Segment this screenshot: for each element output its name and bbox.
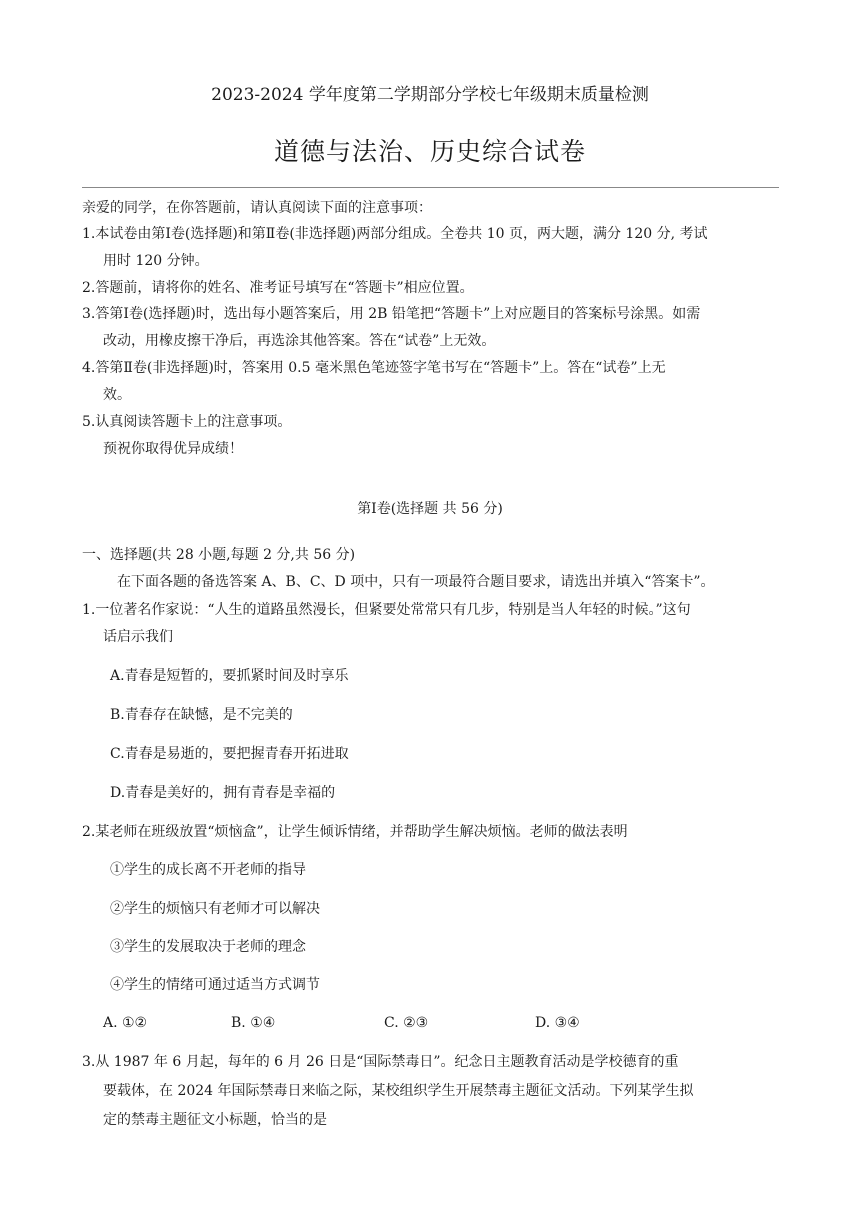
- q2-statement-2: ②学生的烦恼只有老师才可以解决: [110, 901, 320, 917]
- q2-option-a: A. ①②: [103, 1015, 148, 1031]
- exam-subtitle: 2023-2024 学年度第二学期部分学校七年级期末质量检测: [211, 85, 649, 105]
- notice-item-3: 3.答第Ⅰ卷(选择题)时，选出每小题答案后，用 2B 铅笔把“答题卡”上对应题目的答案标号涂黑。如需: [82, 306, 701, 322]
- q1-stem-cont: 话启示我们: [103, 629, 173, 645]
- part1-instruction: 在下面各题的备选答案 A、B、C、D 项中，只有一项最符合题目要求，请选出并填入“答案卡”。: [117, 574, 715, 590]
- q2-statement-1: ①学生的成长离不开老师的指导: [110, 862, 306, 878]
- part1-heading: 一、选择题(共 28 小题,每题 2 分,共 56 分): [82, 547, 356, 563]
- q1-option-d: D.青春是美好的，拥有青春是幸福的: [110, 785, 336, 801]
- notice-item-1: 1.本试卷由第Ⅰ卷(选择题)和第Ⅱ卷(非选择题)两部分组成。全卷共 10 页，两大题，满分 120 分, 考试: [82, 226, 708, 242]
- q1-stem: 1.一位著名作家说：“人生的道路虽然漫长，但紧要处常常只有几步，特别是当人年轻的时候。”这句: [82, 602, 691, 618]
- q1-option-a: A.青春是短暂的，要抓紧时间及时享乐: [110, 668, 349, 684]
- notice-item-2: 2.答题前，请将你的姓名、准考证号填写在“答题卡”相应位置。: [82, 280, 474, 296]
- notice-item-5: 5.认真阅读答题卡上的注意事项。: [82, 414, 292, 430]
- q2-stem: 2.某老师在班级放置“烦恼盒”，让学生倾诉情绪，并帮助学生解决烦恼。老师的做法表明: [82, 824, 628, 840]
- q1-option-c: C.青春是易逝的，要把握青春开拓进取: [110, 746, 349, 762]
- q2-statement-4: ④学生的情绪可通过适当方式调节: [110, 977, 320, 993]
- notice-wish: 预祝你取得优异成绩！: [103, 441, 243, 457]
- header-divider: [82, 187, 779, 188]
- notice-item-3-cont: 改动，用橡皮擦干净后，再选涂其他答案。答在“试卷”上无效。: [103, 333, 496, 349]
- q2-option-d: D. ③④: [535, 1015, 580, 1031]
- notice-item-4-cont: 效。: [103, 387, 131, 403]
- q1-option-b: B.青春存在缺憾，是不完美的: [110, 707, 293, 723]
- q2-option-c: C. ②③: [384, 1015, 429, 1031]
- notice-intro: 亲爱的同学，在你答题前，请认真阅读下面的注意事项：: [82, 200, 432, 216]
- section-title: 第Ⅰ卷(选择题 共 56 分): [357, 501, 503, 517]
- q3-stem-cont-2: 定的禁毒主题征文小标题，恰当的是: [103, 1112, 327, 1128]
- q3-stem: 3.从 1987 年 6 月起，每年的 6 月 26 日是“国际禁毒日”。纪念日主题教育活动是学校德育的重: [82, 1054, 679, 1070]
- q2-option-b: B. ①④: [231, 1015, 276, 1031]
- notice-item-4: 4.答第Ⅱ卷(非选择题)时，答案用 0.5 毫米黑色笔迹签字笔书写在“答题卡”上。答在“试卷”上无: [82, 360, 666, 376]
- q2-statement-3: ③学生的发展取决于老师的理念: [110, 939, 306, 955]
- notice-item-1-cont: 用时 120 分钟。: [103, 253, 209, 269]
- exam-title: 道德与法治、历史综合试卷: [273, 137, 586, 166]
- q3-stem-cont-1: 要载体，在 2024 年国际禁毒日来临之际，某校组织学生开展禁毒主题征文活动。下列某学生拟: [103, 1083, 694, 1099]
